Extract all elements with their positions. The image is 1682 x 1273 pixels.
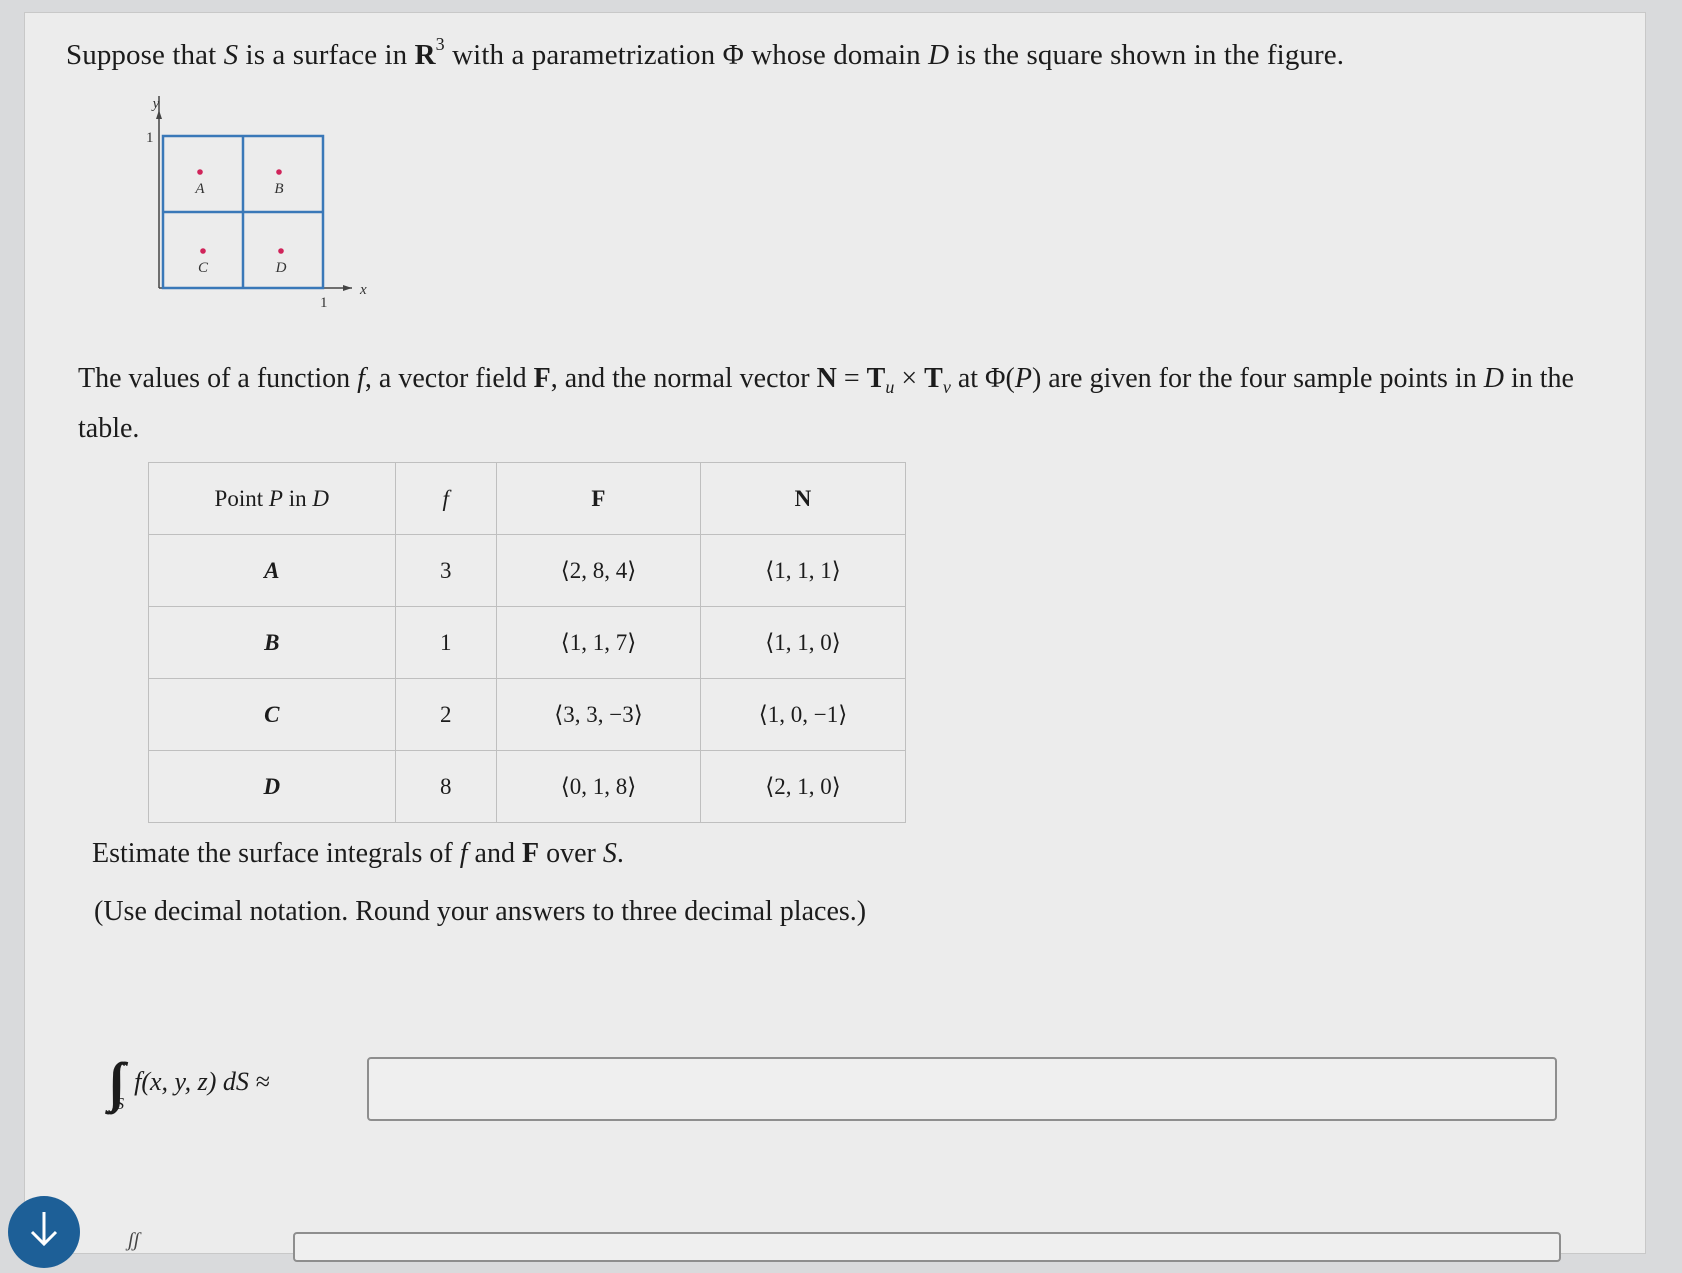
table-description: The values of a function f, a vector field F, and the normal vector $N = T_u \times T_v$ at Φ(P) are given for the four sample points in D in the table. <box>78 363 1574 444</box>
x-tick-label: 1 <box>320 295 328 311</box>
domain-figure <box>130 96 390 336</box>
x-axis-label: x <box>360 282 367 298</box>
answer-input-F[interactable] <box>293 1232 1561 1262</box>
cell-f: 3 <box>395 535 496 607</box>
rounding-instructions: (Use decimal notation. Round your answers to three decimal places.) <box>94 896 867 927</box>
estimate-prompt: Estimate the surface integrals of f and F over S. <box>92 838 624 869</box>
cell-f: 8 <box>395 751 496 823</box>
header-point: Point P in D <box>149 463 396 535</box>
arrow-down-icon <box>8 1196 80 1268</box>
cell-point: A <box>149 535 396 607</box>
point-b-label: B <box>274 181 284 197</box>
header-f: f <box>395 463 496 535</box>
header-F: F <box>496 463 700 535</box>
cell-F: ⟨2, 8, 4⟩ <box>496 535 700 607</box>
y-axis-label: y <box>152 96 160 112</box>
problem-intro: Suppose that S is a surface in $R^3$ with a parametrization Φ whose domain D is the square shown in the figure. <box>66 34 1345 71</box>
sample-values-table <box>148 462 906 823</box>
cell-point: C <box>149 679 396 751</box>
cell-F: ⟨1, 1, 7⟩ <box>496 607 700 679</box>
integral-f-label <box>108 1052 270 1113</box>
point-d-dot <box>278 248 284 254</box>
point-b-dot <box>276 169 282 175</box>
y-tick-label: 1 <box>146 130 154 146</box>
integral-expression: f(x, y, z) dS ≈ <box>134 1067 270 1096</box>
header-N: N <box>700 463 905 535</box>
cell-f: 2 <box>395 679 496 751</box>
cell-F: ⟨0, 1, 8⟩ <box>496 751 700 823</box>
integral-subscript: S <box>115 1094 125 1113</box>
cell-point: B <box>149 607 396 679</box>
cell-point: D <box>149 751 396 823</box>
point-c-dot <box>200 248 206 254</box>
double-integral-icon: ∫∫ <box>108 1052 114 1112</box>
point-d-label: D <box>275 260 287 276</box>
cell-N: ⟨1, 0, −1⟩ <box>700 679 905 751</box>
table-row <box>149 607 906 679</box>
scroll-down-button[interactable] <box>8 1196 80 1268</box>
cell-f: 1 <box>395 607 496 679</box>
cell-N: ⟨1, 1, 1⟩ <box>700 535 905 607</box>
cell-N: ⟨1, 1, 0⟩ <box>700 607 905 679</box>
point-a-dot <box>197 169 203 175</box>
cell-F: ⟨3, 3, −3⟩ <box>496 679 700 751</box>
x-axis-arrow-icon <box>343 285 352 291</box>
table-header-row <box>149 463 906 535</box>
table-row <box>149 535 906 607</box>
point-c-label: C <box>197 260 209 276</box>
integral-F-label-partial: ʃʃ <box>128 1229 140 1251</box>
cell-N: ⟨2, 1, 0⟩ <box>700 751 905 823</box>
table-row <box>149 679 906 751</box>
point-a-label: A <box>195 181 205 197</box>
answer-input-f[interactable] <box>367 1057 1557 1121</box>
table-row <box>149 751 906 823</box>
